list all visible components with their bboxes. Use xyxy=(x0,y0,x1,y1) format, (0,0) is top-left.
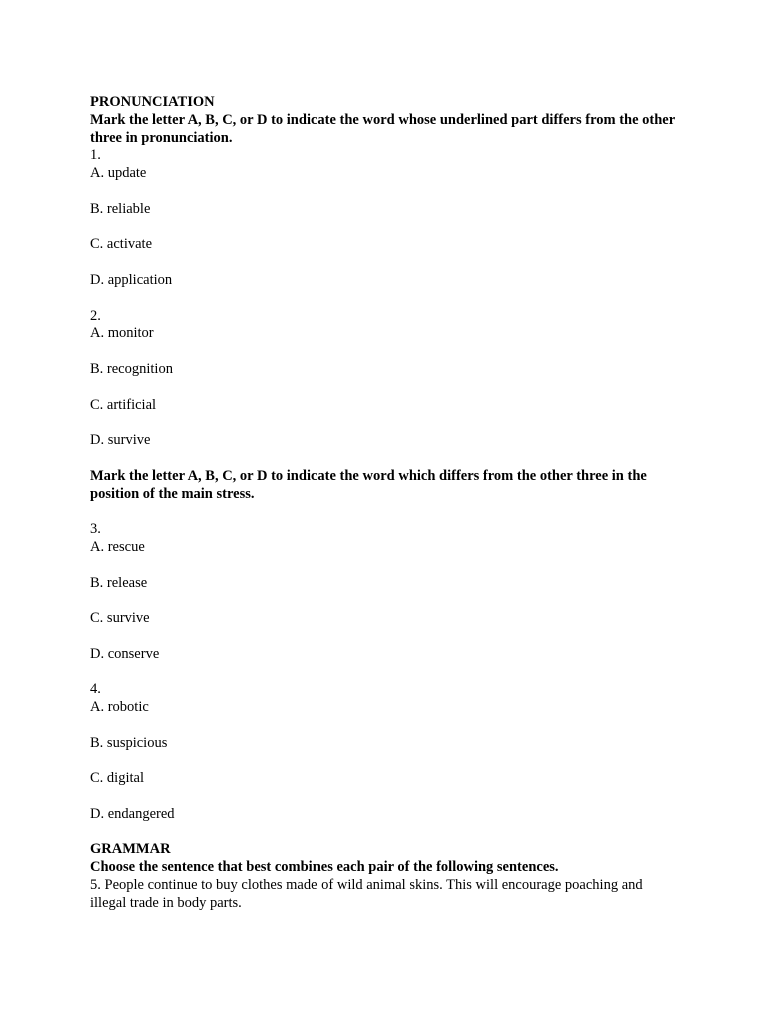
stress-instruction: Mark the letter A, B, C, or D to indicate the word which differs from the other three in the position of the main stress. xyxy=(90,467,647,502)
question-2-option-c: C. artificial xyxy=(90,396,157,413)
question-1-option-c: C. activate xyxy=(90,236,153,253)
question-4-option-c: C. digital xyxy=(90,770,144,787)
question-1-number: 1. xyxy=(90,147,101,164)
question-3-option-c: C. survive xyxy=(90,610,150,627)
pronunciation-heading: PRONUNCIATION xyxy=(90,94,215,110)
question-3-option-a: A. rescue xyxy=(90,538,145,555)
question-3-option-b: B. release xyxy=(90,574,148,591)
question-3-option-d: D. conserve xyxy=(90,645,160,662)
question-3-number: 3. xyxy=(90,521,101,538)
question-2-option-d: D. survive xyxy=(90,432,151,449)
pronunciation-instruction: Mark the letter A, B, C, or D to indicate the word whose underlined part differs from the other three in pronunciation. xyxy=(90,111,675,146)
question-4-number: 4. xyxy=(90,681,101,698)
question-1-option-d: D. application xyxy=(90,271,173,288)
question-2-option-a: A. monitor xyxy=(90,325,154,342)
question-4-option-a: A. robotic xyxy=(90,699,149,716)
grammar-heading: GRAMMAR xyxy=(90,841,171,858)
question-5-text: 5. People continue to buy clothes made of wild animal skins. This will encourage poaching and illegal trade in body parts. xyxy=(90,877,643,911)
question-1-option-b: B. reliable xyxy=(90,200,151,217)
document-page xyxy=(90,94,680,913)
question-2-option-b: B. recognition xyxy=(90,360,173,377)
grammar-instruction: Choose the sentence that best combines each pair of the following sentences. xyxy=(90,859,559,876)
question-1-option-a: A. update xyxy=(90,165,147,182)
question-4-option-b: B. suspicious xyxy=(90,734,168,751)
question-2-number: 2. xyxy=(90,307,101,324)
question-4-option-d: D. endangered xyxy=(90,805,175,822)
